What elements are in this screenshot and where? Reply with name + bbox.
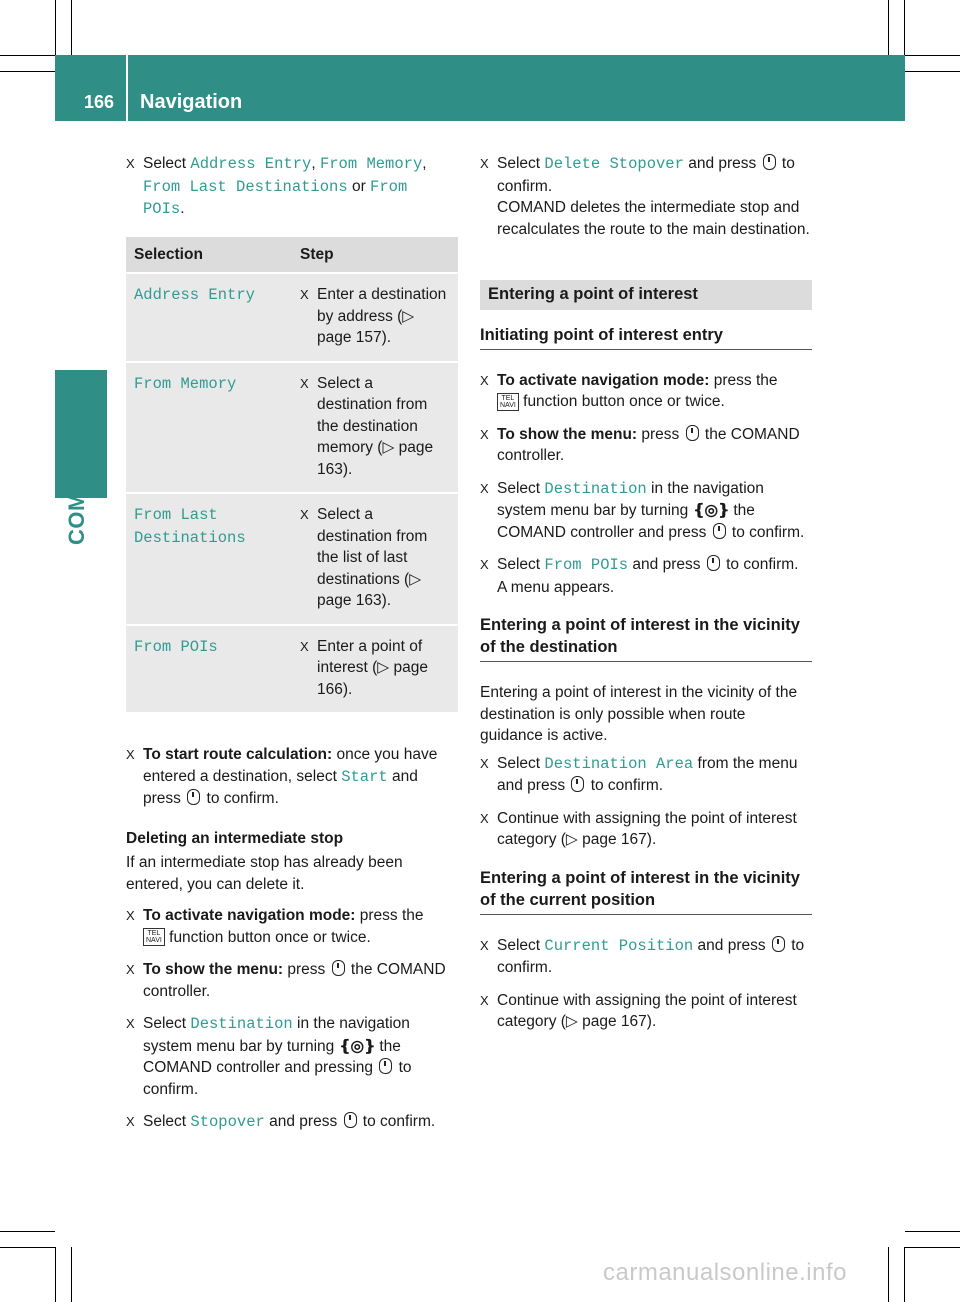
- menu-item-from-pois: From POIs: [143, 177, 408, 218]
- menu-item-destination: Destination: [544, 479, 647, 498]
- activate-nav-step: X To activate navigation mode: press the TEL NAVI function button once or twice.: [480, 371, 778, 410]
- controller-press-icon: [332, 960, 345, 976]
- bullet-icon: X: [480, 810, 489, 826]
- continue-category-step: X Continue with assigning the point of interest category (▷ page 167).: [480, 809, 797, 848]
- selection-cell: From Last Destinations: [134, 506, 246, 547]
- controller-press-icon: [187, 789, 200, 805]
- controller-press-icon: [713, 523, 726, 539]
- crop-mark: [55, 0, 56, 55]
- start-calculation-step: X To start route calculation: once you have entered a destination, select Start and press to confirm.: [126, 746, 438, 807]
- controller-rotate-icon: ❴◎❵: [692, 502, 730, 519]
- step-cell: Select a destination from the list of last destinations (▷ page 163).: [317, 506, 428, 609]
- crop-mark: [71, 1247, 72, 1302]
- step-cell: Enter a destination by address (▷ page 157).: [317, 286, 447, 346]
- controller-press-icon: [686, 425, 699, 441]
- crop-mark: [0, 1247, 55, 1248]
- crop-mark: [905, 71, 960, 72]
- controller-press-icon: [763, 154, 776, 170]
- selection-cell: From POIs: [134, 637, 218, 656]
- select-destination-step: X Select Destination in the navigation system menu bar by turning ❴◎❵ the COMAND controller and pressing to confirm.: [126, 1015, 412, 1098]
- delete-stopover-step: X Select Delete Stopover and press to confirm. COMAND deletes the intermediate stop and recalculates the route to the main destination.: [480, 155, 810, 238]
- menu-item-from-pois: From POIs: [544, 556, 629, 574]
- controller-press-icon: [571, 776, 584, 792]
- bullet-icon: X: [480, 937, 489, 953]
- heading-vicinity-position: Entering a point of interest in the vicinity of the current position: [480, 867, 812, 915]
- crop-mark: [904, 1247, 905, 1302]
- table-row: [126, 274, 458, 361]
- bullet-icon: X: [480, 992, 489, 1008]
- crop-mark: [905, 1231, 960, 1232]
- page-number: 166: [84, 92, 115, 112]
- controller-press-icon: [344, 1112, 357, 1128]
- selection-cell: Address Entry: [134, 286, 255, 304]
- controller-rotate-icon: ❴◎❵: [338, 1037, 376, 1055]
- menu-item-from-memory: From Memory: [319, 155, 423, 173]
- heading-vicinity-destination: Entering a point of interest in the vicinity of the destination: [480, 614, 812, 662]
- bullet-icon: X: [480, 156, 489, 171]
- controller-press-icon: [772, 936, 785, 952]
- tel-navi-button-icon: TEL NAVI: [497, 393, 519, 411]
- bullet-icon: X: [126, 908, 135, 923]
- vicinity-destination-text: Entering a point of interest in the vicinity of the destination is only possible when route guidance is active.: [480, 684, 798, 744]
- show-menu-step: X To show the menu: press the COMAND controller.: [480, 425, 800, 464]
- header-divider: [126, 55, 128, 121]
- menu-item-delete-stopover: Delete Stopover: [544, 155, 684, 173]
- activate-nav-step: X To activate navigation mode: press the TEL NAVI function button once or twice.: [126, 907, 424, 946]
- column-header: Step: [292, 237, 458, 273]
- menu-item-current-position: Current Position: [544, 936, 694, 955]
- crop-mark: [888, 1247, 889, 1302]
- controller-press-icon: [707, 555, 720, 571]
- bullet-icon: X: [300, 287, 309, 302]
- tel-navi-button-icon: TEL NAVI: [143, 928, 165, 946]
- menu-item-from-last-destinations: From Last Destinations: [143, 177, 348, 196]
- select-destination-area-step: X Select Destination Area from the menu and press to confirm.: [480, 754, 798, 794]
- controller-press-icon: [379, 1058, 392, 1074]
- crop-mark: [888, 0, 889, 55]
- side-label: COMAND: [64, 443, 89, 545]
- crop-mark: [0, 71, 55, 72]
- select-pois-step: X Select From POIs and press to confirm. A menu appears.: [480, 556, 799, 596]
- bullet-icon: X: [480, 557, 489, 572]
- table-row: [126, 494, 458, 624]
- selection-table: [126, 235, 458, 715]
- table-row: [126, 626, 458, 713]
- bullet-icon: X: [300, 507, 309, 522]
- select-current-position-step: X Select Current Position and press to confirm.: [480, 936, 805, 976]
- show-menu-step: X To show the menu: press the COMAND controller.: [126, 961, 446, 1000]
- section-title: Navigation: [140, 91, 243, 113]
- column-header: Selection: [126, 237, 292, 273]
- step-cell: Enter a point of interest (▷ page 166).: [317, 637, 429, 698]
- bullet-icon: X: [126, 1114, 135, 1129]
- heading-initiating-poi: Initiating point of interest entry: [480, 324, 812, 350]
- bullet-icon: X: [300, 638, 309, 654]
- bullet-icon: X: [480, 372, 489, 388]
- crop-mark: [71, 0, 72, 55]
- subheading-delete-stop: Deleting an intermediate stop: [126, 829, 344, 847]
- crop-mark: [0, 1231, 55, 1232]
- bullet-icon: X: [480, 755, 489, 771]
- crop-mark: [0, 55, 55, 56]
- delete-intro-text: If an intermediate stop has already been entered, you can delete it.: [126, 854, 403, 893]
- menu-item-stopover: Stopover: [190, 1113, 265, 1131]
- menu-item-start: Start: [341, 767, 388, 786]
- crop-mark: [904, 0, 905, 55]
- bullet-icon: X: [480, 426, 489, 442]
- table-row: [126, 363, 458, 493]
- crop-mark: [55, 1247, 56, 1302]
- bullet-icon: X: [480, 480, 489, 496]
- bullet-icon: X: [126, 1016, 135, 1031]
- right-column: [480, 153, 812, 1044]
- bullet-icon: X: [300, 375, 309, 391]
- select-destination-step: X Select Destination in the navigation system menu bar by turning ❴◎❵ the COMAND controller and press to confirm.: [480, 479, 805, 541]
- selection-cell: From Memory: [134, 374, 237, 393]
- bullet-icon: X: [126, 747, 135, 762]
- menu-item-destination-area: Destination Area: [544, 754, 694, 773]
- intro-step: X Select Address Entry, From Memory, From Last Destinations or From POIs.: [126, 155, 427, 218]
- menu-item-address-entry: Address Entry: [190, 155, 312, 173]
- crop-mark: [905, 1247, 960, 1248]
- crop-mark: [905, 55, 960, 56]
- bullet-icon: X: [126, 962, 135, 977]
- menu-item-destination: Destination: [190, 1015, 293, 1033]
- heading-poi: Entering a point of interest: [480, 280, 812, 310]
- watermark: carmanualsonline.info: [603, 1259, 847, 1286]
- table-header-row: [126, 237, 458, 273]
- step-cell: Select a destination from the destination memory (▷ page 163).: [317, 374, 434, 478]
- continue-category-step: X Continue with assigning the point of interest category (▷ page 167).: [480, 991, 797, 1030]
- left-column: [126, 153, 458, 1145]
- select-stopover-step: X Select Stopover and press to confirm.: [126, 1113, 436, 1131]
- bullet-icon: X: [126, 156, 135, 171]
